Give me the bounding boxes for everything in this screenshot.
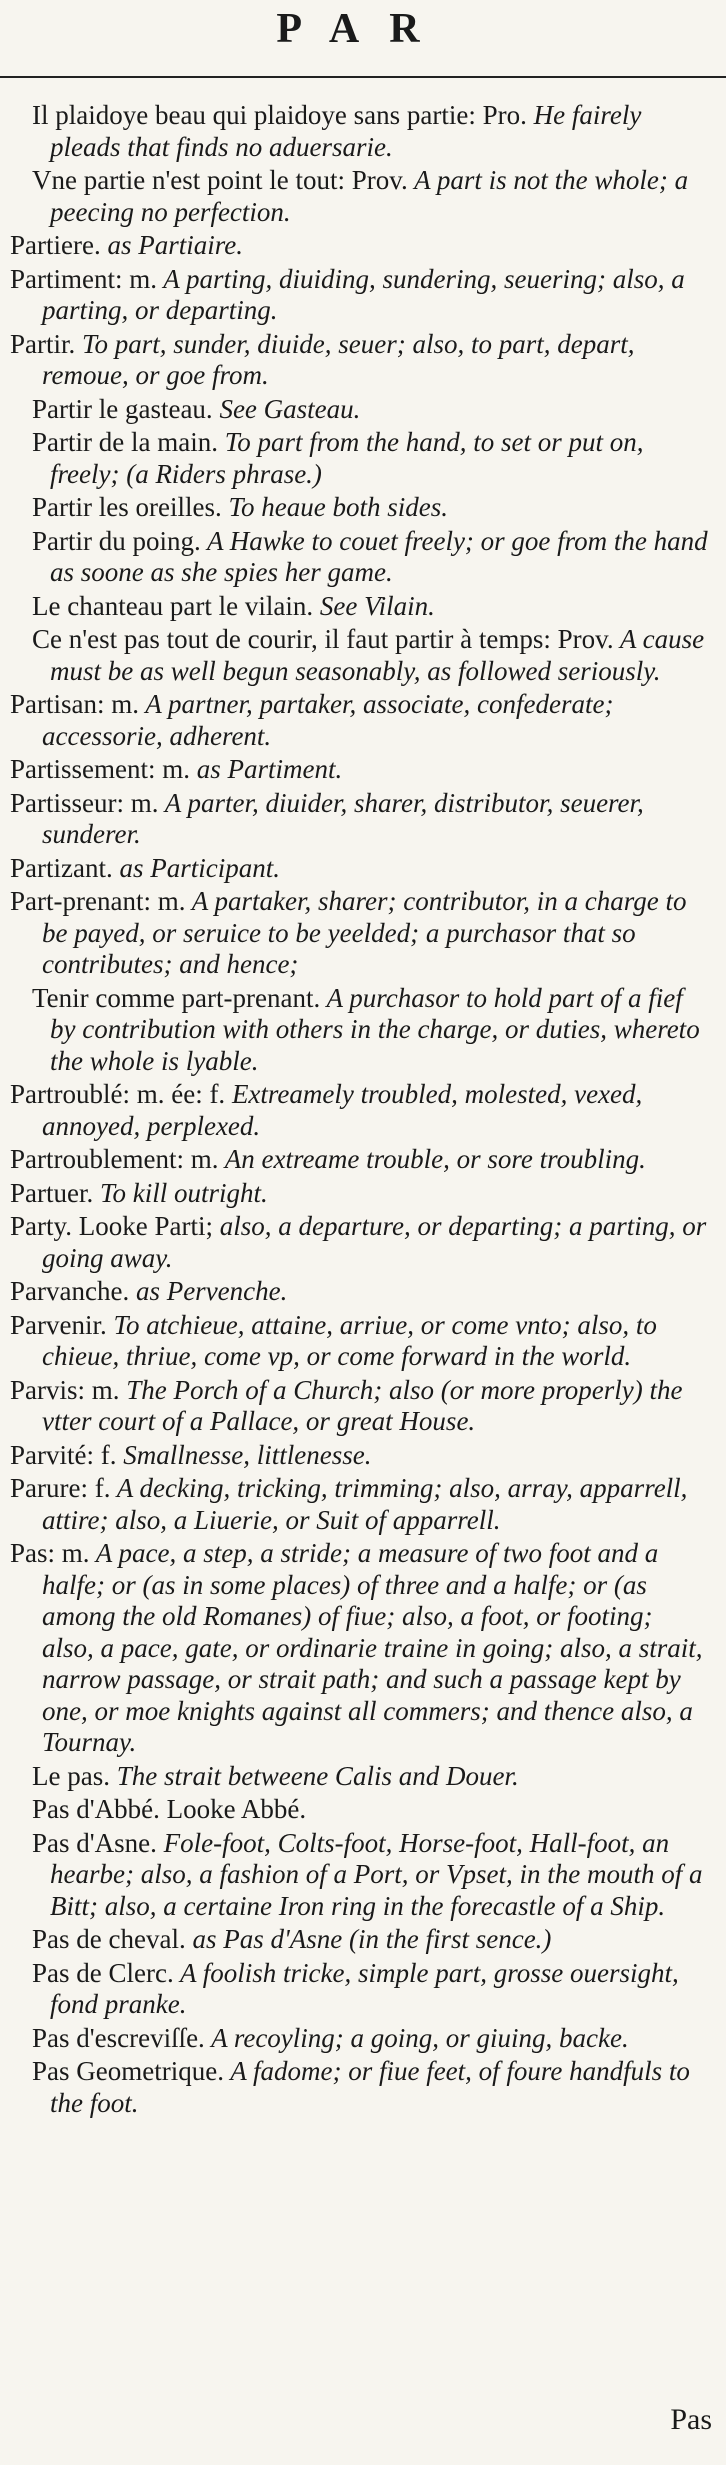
- entry-gloss: A cause must be as well begun seasonably, as followed seriously.: [50, 624, 705, 686]
- entry-headword: Pas d'escreviſſe.: [32, 2022, 205, 2053]
- entry-headword: Party. Looke Parti;: [10, 1211, 213, 1241]
- catchword: Pas: [670, 2403, 712, 2436]
- dictionary-entry: [10, 1310, 710, 1373]
- entry-headword: Le chanteau part le vilain.: [32, 590, 314, 621]
- dictionary-entry: [10, 754, 710, 786]
- entry-headword: Part-prenant: m.: [10, 886, 186, 916]
- dictionary-entry: [10, 1958, 710, 2021]
- dictionary-entry: [10, 1211, 710, 1274]
- entry-gloss: as Participant.: [119, 852, 280, 883]
- entry-headword: Partisan: m.: [10, 689, 139, 719]
- entry-headword: Partroublé: m. ée: f.: [10, 1079, 226, 1109]
- entry-gloss: A foolish tricke, simple part, grosse ouersight, fond pranke.: [50, 1957, 679, 2019]
- dictionary-entry: [10, 1924, 710, 1956]
- entry-headword: Parvanche.: [10, 1276, 136, 1306]
- entry-gloss: A recoyling; a going, or giuing, backe.: [204, 2022, 629, 2053]
- entry-gloss: A partner, partaker, associate, confederate; accessorie, adherent.: [42, 689, 614, 751]
- entry-gloss: See Vilain.: [313, 590, 435, 621]
- dictionary-entry: [10, 165, 710, 228]
- entry-gloss: A decking, tricking, trimming; also, array, apparrell, attire; also, a Liuerie, or Suit of apparrell.: [42, 1473, 688, 1535]
- entry-headword: Tenir comme part-prenant.: [32, 982, 321, 1013]
- dictionary-entry: [10, 1440, 710, 1472]
- entry-gloss: A Hawke to couet freely; or goe from the hand as soone as she spies her game.: [50, 525, 708, 587]
- dictionary-entry: [10, 2056, 710, 2119]
- entry-gloss: To part from the hand, to set or put on, freely; (a Riders phrase.): [50, 427, 644, 489]
- entry-headword: Le pas.: [32, 1760, 110, 1791]
- entry-gloss: as Partiment.: [196, 754, 343, 784]
- dictionary-entry: [10, 1538, 710, 1759]
- entry-headword: Partir de la main.: [32, 427, 218, 457]
- entry-headword: Pas d'Asne.: [32, 1827, 157, 1858]
- dictionary-entry: [10, 624, 710, 687]
- entry-gloss: The strait betweene Calis and Douer.: [109, 1760, 519, 1791]
- dictionary-entry: [10, 526, 710, 589]
- dictionary-entry: [10, 983, 710, 1078]
- entry-gloss: Smallnesse, littlenesse.: [116, 1439, 372, 1470]
- entry-gloss: To atchieue, attaine, arriue, or come vnto; also, to chieue, thriue, come vp, or come forward in the world.: [42, 1309, 657, 1371]
- header-rule: [0, 76, 726, 78]
- entry-gloss: See Gasteau.: [212, 393, 361, 424]
- entry-headword: Pas Geometrique.: [32, 2056, 224, 2086]
- entry-gloss: A parting, diuiding, sundering, seuering; also, a parting, or departing.: [42, 263, 685, 325]
- entry-headword: Partiment: m.: [10, 263, 157, 294]
- entry-list: [10, 100, 710, 2121]
- entry-headword: Partir.: [10, 328, 76, 359]
- dictionary-entry: [10, 264, 710, 327]
- entry-headword: Vne partie n'est point le tout: Prov.: [32, 165, 408, 195]
- entry-headword: Partir du poing.: [32, 525, 201, 556]
- entry-headword: Partisseur: m.: [10, 787, 159, 818]
- dictionary-entry: [10, 492, 710, 524]
- dictionary-entry: [10, 853, 710, 885]
- entry-headword: Pas d'Abbé. Looke Abbé.: [32, 1794, 307, 1824]
- dictionary-entry: [10, 689, 710, 752]
- entry-gloss: A part is not the whole; a peecing no perfection.: [50, 165, 689, 227]
- entry-headword: Pas de cheval.: [32, 1924, 193, 1954]
- dictionary-entry: [10, 1828, 710, 1923]
- entry-gloss: A partaker, sharer; contributor, in a charge to be payed, or seruice to be yeelded; a purchasor that so contributes; and hence;: [42, 886, 687, 979]
- entry-gloss: To kill outright.: [93, 1177, 268, 1208]
- dictionary-entry: [10, 427, 710, 490]
- dictionary-entry: [10, 1276, 710, 1308]
- entry-gloss: as Pas d'Asne (in the first sence.): [192, 1924, 552, 1954]
- dictionary-entry: [10, 886, 710, 981]
- dictionary-entry: [10, 329, 710, 392]
- entry-gloss: also, a departure, or departing; a parting, or going away.: [42, 1211, 707, 1273]
- entry-headword: Partroublement: m.: [10, 1144, 219, 1174]
- entry-gloss: A purchasor to hold part of a fief by contribution with others in the charge, or duties, whereto the whole is lyable.: [50, 982, 700, 1076]
- entry-gloss: He fairely pleads that finds no aduersarie.: [50, 100, 642, 162]
- entry-headword: Il plaidoye beau qui plaidoye sans partie: Pro.: [32, 100, 527, 130]
- entry-headword: Parvis: m.: [10, 1374, 120, 1405]
- entry-gloss: A fadome; or fiue feet, of foure handfuls to the foot.: [50, 2056, 690, 2118]
- entry-headword: Partir le gasteau.: [32, 393, 213, 424]
- entry-headword: Ce n'est pas tout de courir, il faut partir à temps: Prov.: [32, 624, 614, 654]
- entry-gloss: To heaue both sides.: [221, 492, 448, 522]
- dictionary-entry: [10, 1794, 710, 1826]
- dictionary-entry: [10, 394, 710, 426]
- entry-gloss: as Partiaire.: [107, 230, 243, 260]
- entry-gloss: Fole-foot, Colts-foot, Horse-foot, Hall-foot, an hearbe; also, a fashion of a Port, or Vpset, in the mouth of a Bitt; also, a certaine Iron ring in the forecastle of a Ship.: [50, 1827, 703, 1921]
- entry-gloss: as Pervenche.: [135, 1276, 288, 1306]
- entry-headword: Partir les oreilles.: [32, 492, 222, 522]
- entry-headword: Partiere.: [10, 230, 108, 260]
- entry-headword: Partuer.: [10, 1177, 94, 1208]
- entry-gloss: To part, sunder, diuide, seuer; also, to part, depart, remoue, or goe from.: [42, 328, 635, 390]
- entry-headword: Partizant.: [10, 852, 120, 883]
- dictionary-entry: [10, 591, 710, 623]
- entry-gloss: A pace, a step, a stride; a measure of two foot and a halfe; or (as in some places) of three and a halfe; or (as among the old Romanes) of fiue; also, a foot, or footing; also, a pace, gate, or ordinarie traine in going; also, a strait, narrow passage, or strait path; and such a passage kept by one, or moe knights against all commers; and thence also, a Tournay.: [42, 1538, 703, 1757]
- entry-gloss: A parter, diuider, sharer, distributor, seuerer, sunderer.: [42, 787, 644, 849]
- entry-headword: Parvité: f.: [10, 1439, 117, 1470]
- dictionary-entry: [10, 1079, 710, 1142]
- entry-gloss: An extreame trouble, or sore troubling.: [218, 1144, 646, 1174]
- dictionary-entry: [10, 2023, 710, 2055]
- running-head: PAR: [276, 6, 450, 52]
- entry-gloss: The Porch of a Church; also (or more properly) the vtter court of a Pallace, or great House.: [42, 1374, 683, 1436]
- dictionary-entry: [10, 1375, 710, 1438]
- dictionary-entry: [10, 100, 710, 163]
- dictionary-entry: [10, 1473, 710, 1536]
- entry-headword: Parure: f.: [10, 1473, 111, 1503]
- dictionary-entry: [10, 1144, 710, 1176]
- entry-headword: Pas de Clerc.: [32, 1957, 174, 1988]
- entry-headword: Pas: m.: [10, 1538, 90, 1568]
- entry-headword: Parvenir.: [10, 1309, 107, 1340]
- dictionary-entry: [10, 230, 710, 262]
- dictionary-entry: [10, 788, 710, 851]
- entry-gloss: Extreamely troubled, molested, vexed, annoyed, perplexed.: [42, 1079, 643, 1141]
- dictionary-entry: [10, 1178, 710, 1210]
- dictionary-entry: [10, 1761, 710, 1793]
- entry-headword: Partissement: m.: [10, 754, 197, 784]
